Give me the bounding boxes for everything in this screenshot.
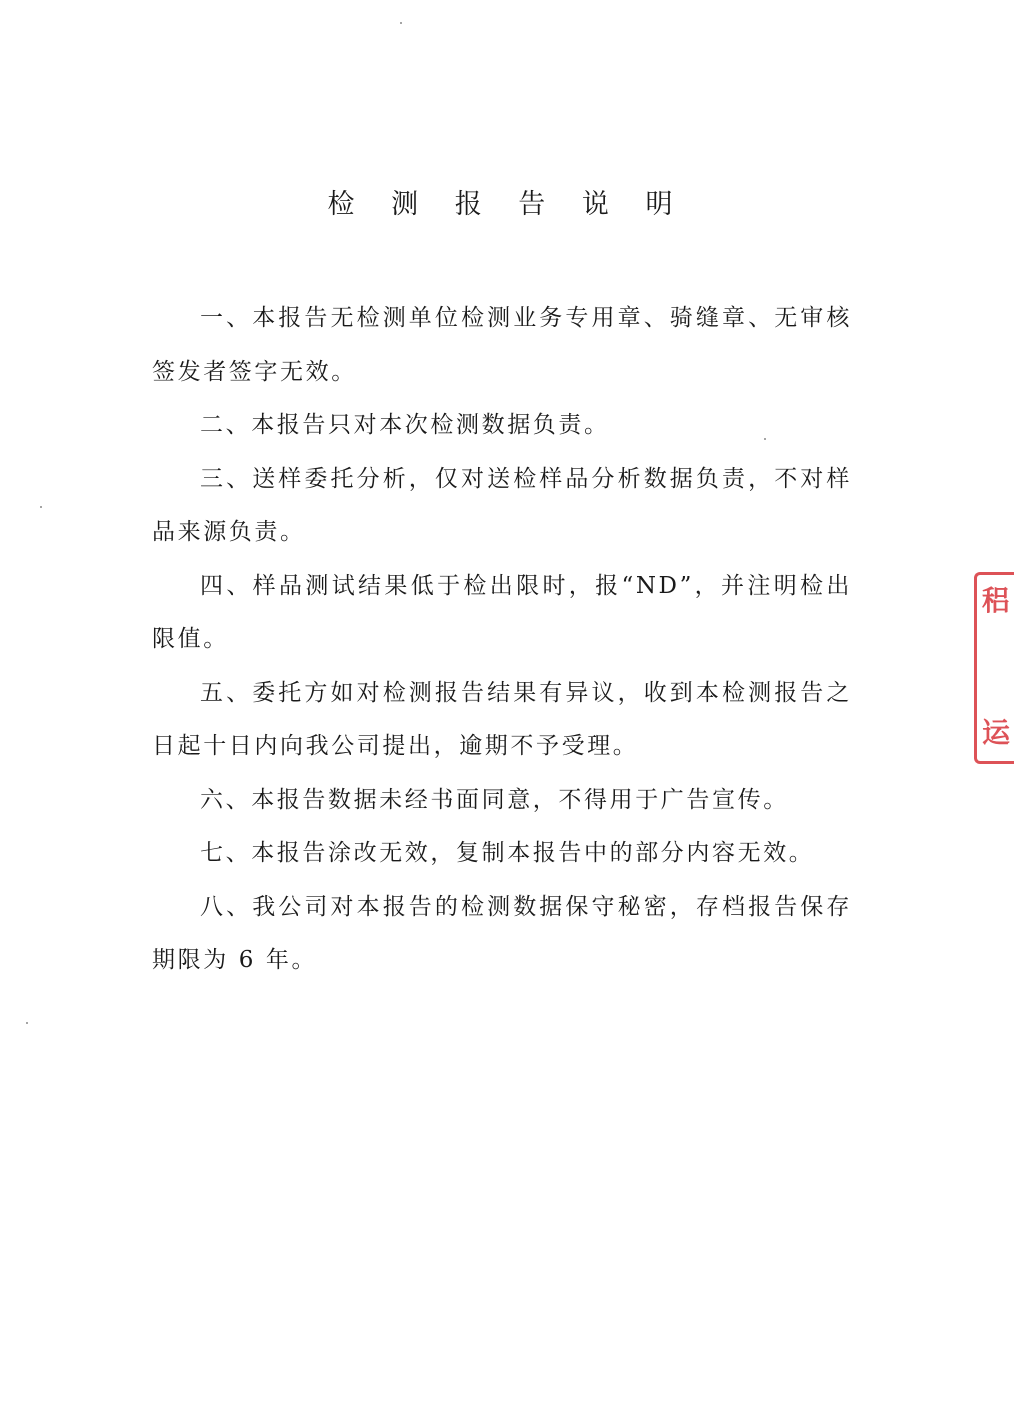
clause-8: 八、我公司对本报告的检测数据保守秘密，存档报告保存期限为 6 年。 xyxy=(152,893,852,973)
clause-3: 三、送样委托分析，仅对送检样品分析数据负责，不对样品来源负责。 xyxy=(152,465,852,545)
clause-5: 五、委托方如对检测报告结果有异议，收到本检测报告之日起十日内向我公司提出，逾期不予受理。 xyxy=(152,679,852,759)
clause-6: 六、本报告数据未经书面同意，不得用于广告宣传。 xyxy=(200,786,789,813)
clause-4: 四、样品测试结果低于检出限时，报“ND”，并注明检出限值。 xyxy=(152,572,852,652)
clause-1: 一、本报告无检测单位检测业务专用章、骑缝章、无审核签发者签字无效。 xyxy=(152,305,852,385)
clause-list xyxy=(152,292,852,988)
document-title: 检 测 报 告 说 明 xyxy=(327,189,687,220)
seal-char-2 xyxy=(982,649,1012,685)
clause-2: 二、本报告只对本次检测数据负责。 xyxy=(200,412,610,438)
scan-speck xyxy=(764,438,766,440)
clause-7: 七、本报告涂改无效，复制本报告中的部分内容无效。 xyxy=(200,840,815,866)
scan-speck xyxy=(26,1022,28,1024)
scan-speck xyxy=(40,506,42,508)
seal-char-3: 运 xyxy=(982,716,1011,749)
seal-char-1: 稆 xyxy=(982,584,1011,617)
seam-seal-stamp xyxy=(974,572,1014,764)
scan-speck xyxy=(400,22,402,24)
